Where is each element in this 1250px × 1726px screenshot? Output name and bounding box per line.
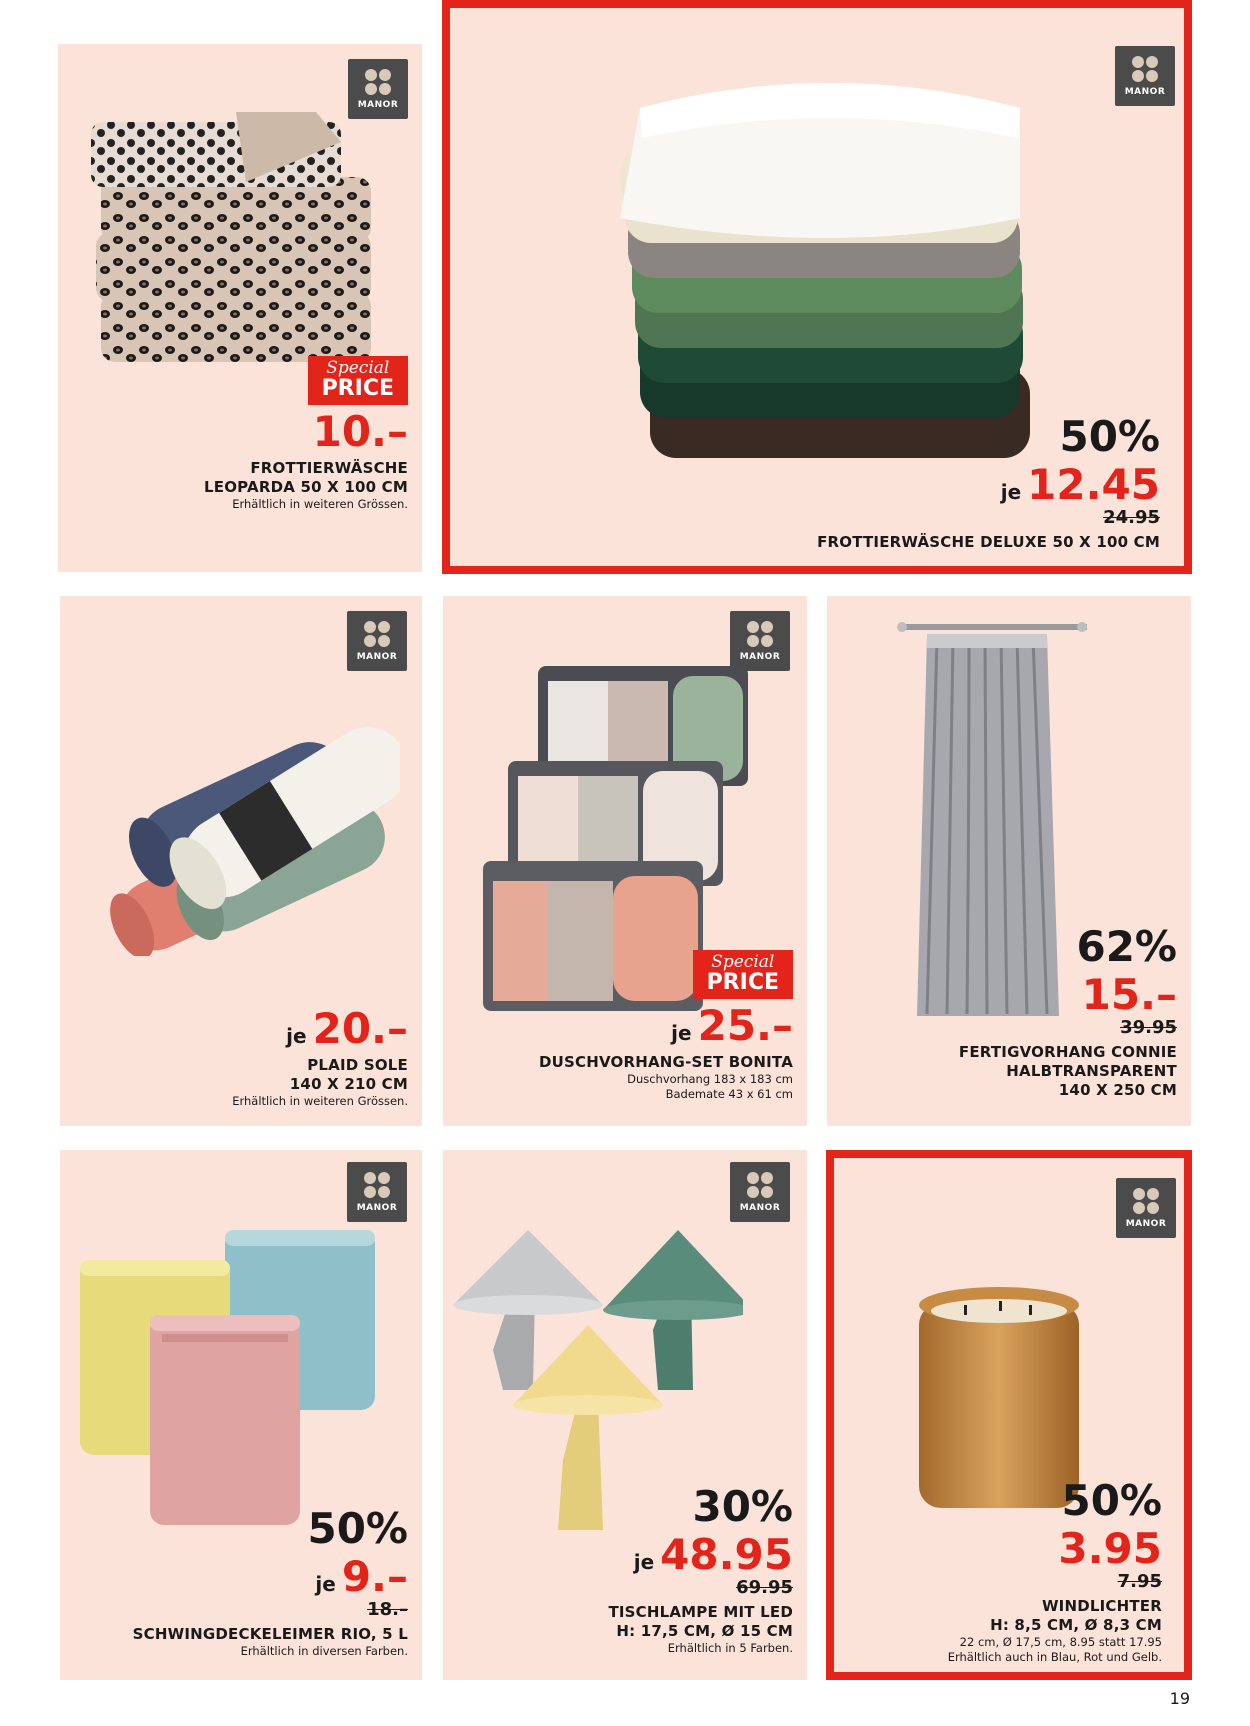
product-name: DUSCHVORHANG-SET BONITA [539, 1053, 793, 1072]
product-tile-bonita[interactable] [443, 596, 807, 1126]
old-price: 69.95 [736, 1577, 793, 1598]
discount: 50% [1059, 412, 1160, 461]
leopard-towels-image [86, 102, 386, 372]
manor-logo: MANOR [348, 59, 408, 119]
price-block [88, 1004, 408, 1109]
je-label: je [315, 1572, 336, 1596]
product-name: 140 X 250 CM [1058, 1080, 1177, 1099]
old-price: 39.95 [1120, 1017, 1177, 1038]
product-tile-deluxe[interactable] [442, 0, 1192, 574]
product-name: TISCHLAMPE MIT LED [608, 1603, 793, 1622]
clover-icon [364, 621, 390, 647]
product-name: H: 17,5 CM, Ø 15 CM [616, 1622, 793, 1641]
price: 48.95 [660, 1530, 793, 1579]
clover-icon [1132, 56, 1158, 82]
je-label: je [286, 1024, 307, 1048]
candle-jar-image [914, 1283, 1084, 1513]
discount: 50% [1061, 1476, 1162, 1525]
price: 25.– [697, 1001, 793, 1051]
clover-icon [747, 621, 773, 647]
clover-icon [747, 1172, 773, 1198]
page-number: 19 [1169, 1689, 1190, 1708]
price: 12.45 [1027, 460, 1160, 509]
clover-icon [1133, 1188, 1159, 1214]
product-name: WINDLICHTER [1041, 1597, 1162, 1616]
discount: 62% [1076, 922, 1177, 971]
product-name: FROTTIERWÄSCHE [250, 459, 408, 478]
special-price-badge: Special PRICE [308, 356, 408, 405]
product-note: 22 cm, Ø 17,5 cm, 8.95 statt 17.95 [959, 1634, 1162, 1649]
price: 20.– [312, 1004, 408, 1053]
je-label: je [671, 1021, 692, 1046]
product-name: LEOPARDA 50 X 100 CM [204, 477, 408, 496]
product-name: FERTIGVORHANG CONNIE [958, 1043, 1177, 1062]
plaid-rolls-image [80, 686, 400, 956]
discount: 50% [307, 1504, 408, 1553]
product-tile-plaid[interactable] [60, 596, 422, 1126]
product-name: PLAID SOLE [307, 1056, 408, 1074]
old-price: 7.95 [1117, 1571, 1162, 1592]
je-label: je [633, 1550, 655, 1574]
product-note: Erhältlich in diversen Farben. [240, 1644, 408, 1659]
manor-logo: MANOR [347, 611, 407, 671]
product-note: Erhältlich in 5 Farben. [667, 1640, 793, 1655]
clover-icon [365, 69, 391, 95]
special-price-badge: Special PRICE [693, 950, 793, 999]
manor-logo: MANOR [730, 1162, 790, 1222]
product-note: Duschvorhang 183 x 183 cm [627, 1071, 793, 1086]
product-note: Erhältlich in weiteren Grössen. [232, 496, 408, 511]
product-name: FROTTIERWÄSCHE DELUXE 50 X 100 CM [817, 533, 1160, 552]
manor-logo: MANOR [347, 1162, 407, 1222]
product-tile-windlicht[interactable] [826, 1150, 1192, 1680]
manor-logo: MANOR [1116, 1178, 1176, 1238]
product-tile-rio[interactable] [60, 1150, 422, 1680]
price-block [740, 412, 1160, 552]
price: 10.– [312, 407, 408, 457]
product-tile-lamp[interactable] [443, 1150, 807, 1680]
price-block [68, 1504, 408, 1660]
price: 3.95 [1058, 1524, 1162, 1573]
product-name: 140 X 210 CM [289, 1074, 408, 1093]
product-name: HALBTRANSPARENT [1006, 1062, 1177, 1081]
old-price: 24.95 [1103, 507, 1160, 528]
old-price: 18.– [367, 1599, 408, 1620]
product-name: SCHWINGDECKELEIMER RIO, 5 L [132, 1625, 408, 1644]
discount: 30% [692, 1482, 793, 1531]
price-block [453, 1482, 793, 1656]
product-note: Bademate 43 x 61 cm [665, 1087, 793, 1102]
product-note: Erhältlich in weiteren Grössen. [232, 1093, 408, 1108]
product-note: Erhältlich auch in Blau, Rot und Gelb. [947, 1650, 1162, 1665]
manor-logo: MANOR [1115, 46, 1175, 106]
price-block [463, 950, 793, 1103]
product-tile-connie[interactable] [827, 596, 1191, 1126]
price-block [826, 1476, 1162, 1666]
je-label: je [1000, 480, 1022, 504]
price: 9.– [341, 1552, 408, 1601]
waste-bins-image [80, 1230, 390, 1530]
price: 15.– [1081, 970, 1177, 1019]
price-block [847, 922, 1177, 1100]
product-tile-leoparda[interactable] [58, 44, 422, 572]
clover-icon [364, 1172, 390, 1198]
manor-logo: MANOR [730, 611, 790, 671]
product-name: H: 8,5 CM, Ø 8,3 CM [990, 1616, 1162, 1635]
price-block [88, 356, 408, 512]
